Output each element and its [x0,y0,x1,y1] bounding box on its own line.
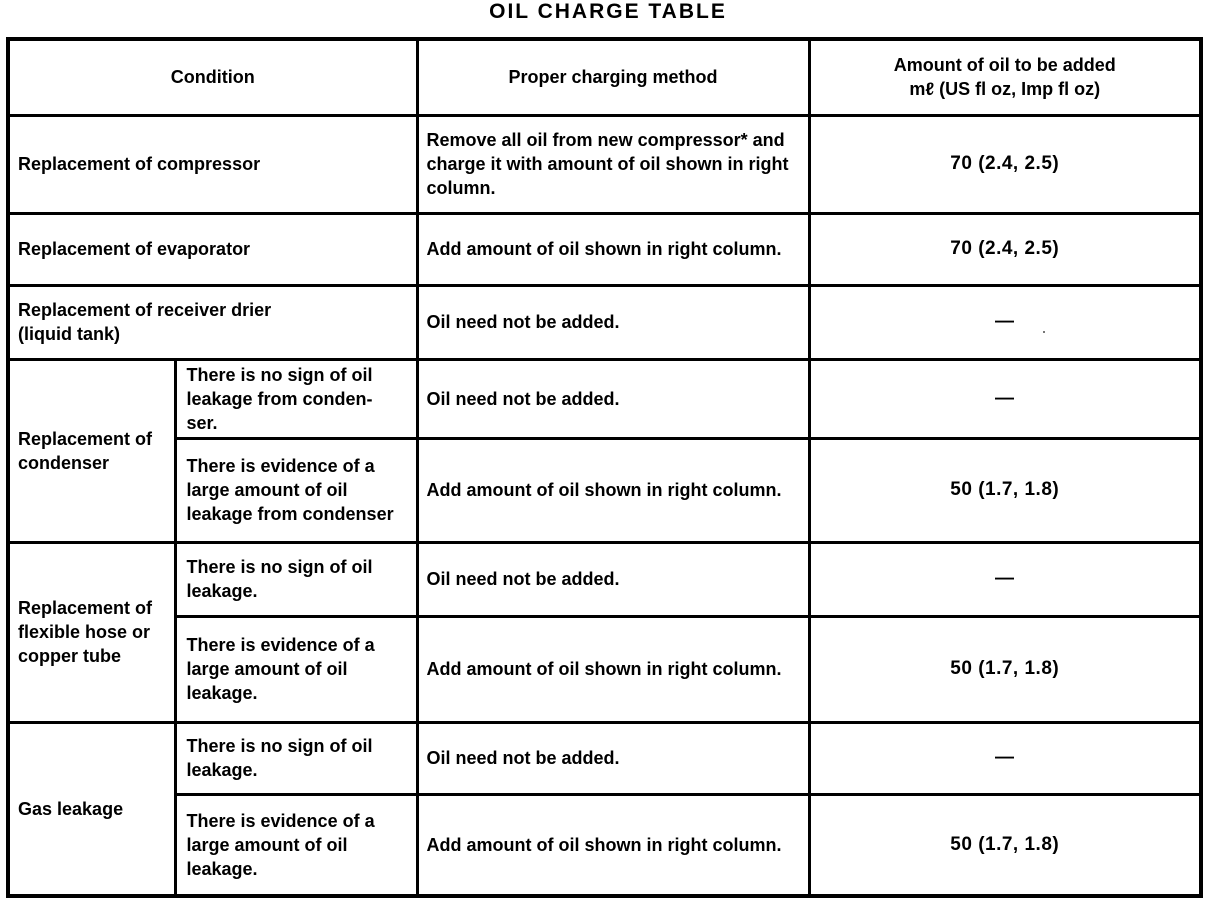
table-row [8,285,1201,359]
case-cell: There is no sign of oil leakage from conden- ser. [175,359,417,438]
case-cell: There is evidence of a large amount of oil leakage. [175,616,417,722]
table-row [8,359,1201,438]
case-cell: There is evidence of a large amount of oil leakage from condenser [175,438,417,542]
condition-cell: Replacement of compressor [8,115,417,213]
header-amount-line2: mℓ (US fl oz, Imp fl oz) [909,79,1101,100]
header-row [8,39,1201,115]
header-amount-line1: Amount of oil to be added [893,55,1116,76]
condition-cell: Replacement of condenser [8,359,175,542]
table-row [8,115,1201,213]
amount-cell: 50 (1.7, 1.8) [809,438,1201,542]
amount-cell: — [809,285,1201,359]
table-title: OIL CHARGE TABLE [489,0,727,23]
amount-cell: 70 (2.4, 2.5) [809,115,1201,213]
amount-cell: — [809,722,1201,794]
condition-cell [8,285,417,359]
table-row [8,213,1201,285]
table-row [8,438,1201,542]
condition-cell: Replacement of evaporator [8,213,417,285]
table-row [8,542,1201,616]
header-condition: Condition [8,39,417,115]
condition-line1: Replacement of receiver drier [18,300,272,320]
header-method: Proper charging method [417,39,809,115]
oil-charge-table [6,37,1203,898]
amount-cell: 50 (1.7, 1.8) [809,794,1201,896]
method-cell: Add amount of oil shown in right column. [417,794,809,896]
amount-cell: — [809,359,1201,438]
condition-line2: (liquid tank) [18,324,120,344]
condition-cell: Replacement of flexible hose or copper tube [8,542,175,722]
case-cell: There is no sign of oil leakage. [175,722,417,794]
condition-cell: Gas leakage [8,722,175,896]
table-row [8,794,1201,896]
case-cell: There is no sign of oil leakage. [175,542,417,616]
amount-cell: — [809,542,1201,616]
amount-cell: 50 (1.7, 1.8) [809,616,1201,722]
method-cell: Oil need not be added. [417,722,809,794]
scan-speck [1043,331,1045,333]
method-cell: Oil need not be added. [417,359,809,438]
table-row [8,722,1201,794]
case-cell: There is evidence of a large amount of oil leakage. [175,794,417,896]
method-cell: Oil need not be added. [417,542,809,616]
method-cell: Add amount of oil shown in right column. [417,616,809,722]
amount-cell: 70 (2.4, 2.5) [809,213,1201,285]
header-amount [809,39,1201,115]
method-cell: Add amount of oil shown in right column. [417,438,809,542]
table-row [8,616,1201,722]
method-cell: Oil need not be added. [417,285,809,359]
method-cell: Add amount of oil shown in right column. [417,213,809,285]
method-cell: Remove all oil from new compressor* and charge it with amount of oil shown in right column. [417,115,809,213]
